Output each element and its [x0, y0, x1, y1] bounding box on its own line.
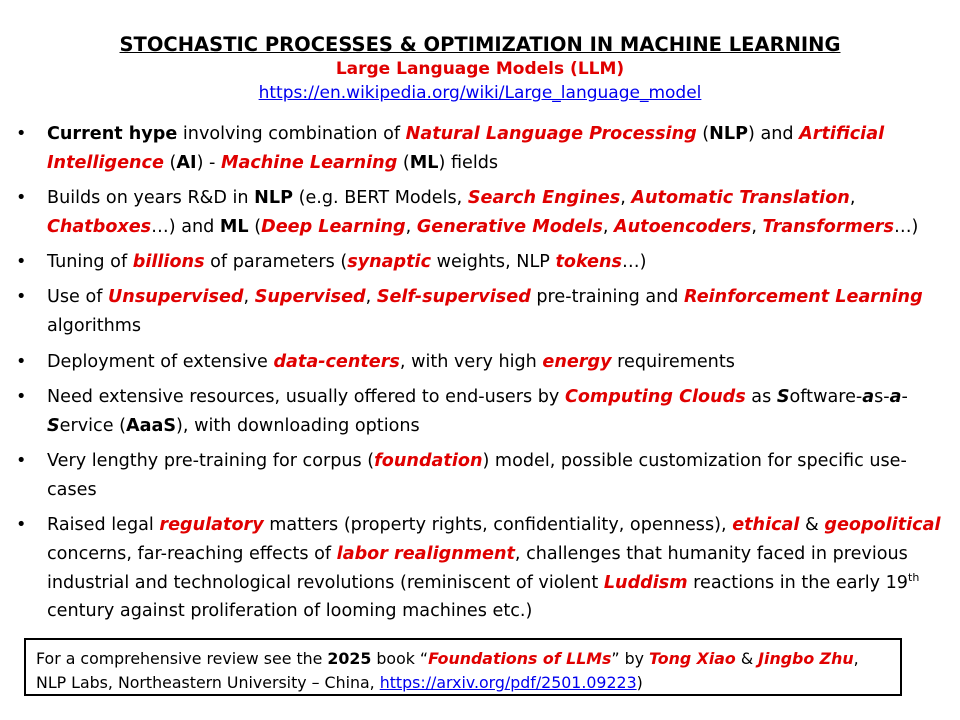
text-highlight: Chatboxes	[47, 216, 152, 237]
text-highlight: foundation	[374, 450, 483, 471]
text: , with very high	[399, 351, 543, 372]
arxiv-link[interactable]: https://arxiv.org/pdf/2501.09223	[379, 673, 637, 692]
text: ,	[853, 649, 859, 668]
text-bold: AI	[176, 152, 197, 173]
text: pre-training and	[530, 287, 685, 308]
text-highlight: Supervised	[254, 287, 366, 308]
bullet-dot-icon: •	[16, 287, 27, 308]
bullet-item	[16, 383, 946, 441]
text: ,	[405, 216, 417, 237]
text-highlight: Computing Clouds	[564, 386, 746, 407]
text: ) -	[196, 152, 221, 173]
text: s-	[874, 386, 890, 407]
slide-title: STOCHASTIC PROCESSES & OPTIMIZATION IN MACHINE LEARNING	[119, 33, 841, 56]
bullet-item	[16, 120, 946, 178]
text: ) model, possible customization for specific use-cases	[47, 450, 907, 500]
text-highlight: Artificial Intelligence	[47, 124, 885, 173]
text: (	[696, 124, 710, 144]
text-highlight: Machine Learning	[220, 152, 398, 173]
bullet-item	[16, 447, 946, 505]
text-highlight: Generative Models	[416, 216, 603, 237]
bullet-item	[16, 348, 946, 377]
book-title: Foundations of LLMs	[428, 649, 612, 668]
text-bold: Current hype	[47, 124, 178, 144]
text-highlight: regulatory	[159, 515, 264, 536]
text-highlight: Reinforcement Learning	[684, 287, 923, 308]
text: of parameters (	[204, 252, 348, 273]
text: Need extensive resources, usually offered to end-users by	[47, 386, 565, 407]
text-bold: S	[776, 386, 790, 407]
text: ,	[751, 216, 763, 237]
text: &	[735, 649, 759, 668]
text: , challenges that humanity faced in previous industrial and technological revolutions (reminiscent of violent	[47, 543, 908, 593]
text: (	[397, 152, 410, 173]
bullet-item	[16, 511, 946, 626]
text: Very lengthy pre-training for corpus (	[47, 450, 375, 471]
text: Raised legal	[47, 515, 160, 536]
text-highlight: Self-supervised	[376, 287, 531, 308]
text-highlight: energy	[542, 351, 612, 372]
reference-note-box	[24, 638, 902, 696]
text-highlight: Autoencoders	[614, 216, 752, 237]
bullet-dot-icon: •	[16, 252, 27, 273]
text-bold: ML	[409, 152, 439, 173]
text: ), with downloading options	[176, 415, 420, 436]
text: Builds on years R&D in	[47, 188, 255, 209]
text: )	[636, 673, 643, 692]
text: (e.g. BERT Models,	[293, 188, 468, 209]
text: Deployment of extensive	[47, 351, 274, 372]
text-bold: a	[862, 386, 875, 407]
text: ) fields	[438, 152, 499, 173]
bullet-item	[16, 184, 946, 242]
text: ervice (	[59, 415, 126, 436]
text-bold: NLP	[709, 124, 749, 144]
text: matters (property rights, confidentiality, openness),	[263, 515, 733, 536]
bullet-dot-icon: •	[16, 450, 27, 471]
text: Use of	[47, 287, 109, 308]
text-bold: a	[889, 386, 902, 407]
text: requirements	[611, 351, 735, 372]
text-highlight: Deep Learning	[261, 216, 406, 237]
text-highlight: Unsupervised	[108, 287, 244, 308]
text: (	[248, 216, 262, 237]
text-highlight: synaptic	[347, 252, 432, 273]
text-bold: ML	[219, 216, 249, 237]
text-bold: NLP	[254, 188, 293, 209]
text: as	[745, 386, 777, 407]
author-name: Tong Xiao	[649, 649, 736, 668]
bullet-dot-icon: •	[16, 515, 27, 536]
text: NLP Labs, Northeastern University – China,	[36, 673, 380, 692]
text: ,	[243, 287, 255, 308]
text: ) and	[748, 124, 800, 144]
text: oftware-	[789, 386, 863, 407]
text: century against proliferation of looming machines etc.)	[47, 601, 533, 622]
text-highlight: ethical	[732, 515, 800, 536]
author-name: Jingbo Zhu	[758, 649, 854, 668]
superscript: th	[908, 570, 920, 584]
text: ,	[620, 188, 632, 209]
bullet-dot-icon: •	[16, 351, 27, 372]
bullet-item	[16, 248, 946, 277]
text: &	[799, 515, 825, 536]
text: ,	[365, 287, 377, 308]
bullet-dot-icon: •	[16, 188, 27, 209]
text-highlight: geopolitical	[824, 515, 941, 536]
text-highlight: Automatic Translation	[631, 188, 850, 209]
wikipedia-link[interactable]: https://en.wikipedia.org/wiki/Large_language_model	[258, 83, 702, 103]
text-highlight: Transformers	[762, 216, 894, 237]
text: ,	[849, 188, 856, 209]
text: For a comprehensive review see the	[36, 649, 328, 668]
text-highlight: Natural Language Processing	[405, 124, 697, 144]
text: reactions in the early 19	[687, 572, 908, 593]
text: (	[163, 152, 177, 173]
text: ” by	[611, 649, 650, 668]
text-bold: 2025	[327, 649, 372, 668]
text: weights, NLP	[431, 252, 556, 273]
text: concerns, far-reaching effects of	[47, 543, 337, 564]
bullet-list	[16, 120, 946, 633]
bullet-dot-icon: •	[16, 124, 27, 144]
slide-subtitle: Large Language Models (LLM)	[335, 59, 625, 79]
text: Tuning of	[47, 252, 133, 273]
text: book “	[371, 649, 429, 668]
text: -	[901, 386, 908, 407]
text-highlight: data-centers	[273, 351, 400, 372]
slide-header	[0, 32, 960, 105]
text: …) and	[151, 216, 220, 237]
text-highlight: billions	[132, 252, 205, 273]
text: ,	[602, 216, 615, 237]
text-bold: S	[47, 415, 60, 436]
text-highlight: Luddism	[603, 572, 688, 593]
text-highlight: tokens	[555, 252, 622, 273]
bullet-dot-icon: •	[16, 386, 27, 407]
text: …)	[621, 252, 647, 273]
text-bold: AaaS	[125, 415, 177, 436]
text: algorithms	[47, 316, 142, 337]
text-highlight: Search Engines	[467, 188, 621, 209]
text: involving combination of	[177, 124, 406, 144]
text: …)	[893, 216, 919, 237]
text-highlight: labor realignment	[336, 543, 515, 564]
bullet-item	[16, 283, 946, 341]
